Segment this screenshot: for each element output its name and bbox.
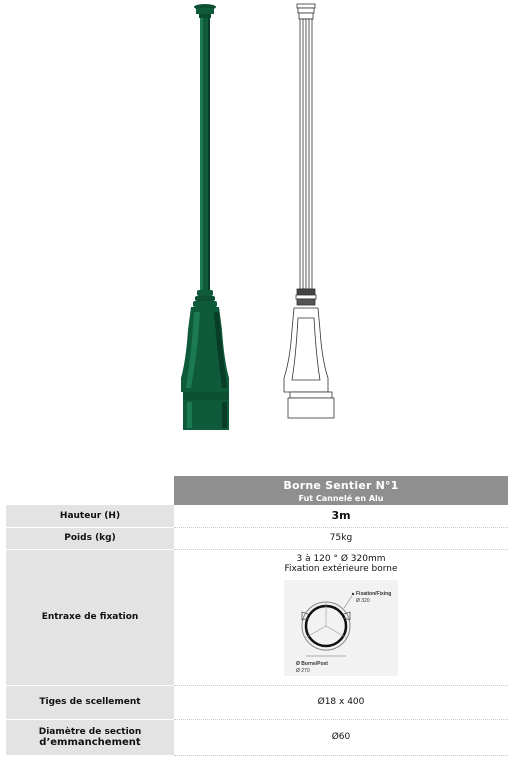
- row-label-line2: d’emmanchement: [39, 736, 141, 748]
- table-row: [6, 685, 508, 719]
- table-row: [6, 505, 508, 527]
- fixing-spec-line: 3 à 120 ° Ø 320mm: [296, 554, 386, 564]
- row-value-height: 3m: [174, 505, 508, 527]
- product-subtitle: Fut Cannelé en Alu: [298, 493, 384, 503]
- post-value: Ø 270: [296, 668, 310, 674]
- row-value-anchor-rods: Ø18 x 400: [174, 685, 508, 719]
- fixing-value: Ø 320: [356, 598, 370, 604]
- fixing-diagram-graphic: [284, 580, 398, 676]
- green-bollard-image: [181, 4, 229, 430]
- row-label-fixing: Entraxe de fixation: [6, 549, 174, 685]
- specification-table: [6, 476, 508, 756]
- product-title: Borne Sentier N°1: [283, 478, 399, 492]
- row-label-line1: Diamètre de section: [38, 726, 142, 737]
- row-label-height: Hauteur (H): [6, 505, 174, 527]
- fixing-type-line: Fixation extérieure borne: [284, 564, 398, 574]
- row-value-section-diameter: Ø60: [174, 719, 508, 755]
- fixing-diagram: [284, 580, 398, 676]
- table-header-row: [6, 476, 508, 505]
- row-value-fixing: [174, 549, 508, 685]
- row-label-section-diameter: [6, 719, 174, 755]
- row-label-anchor-rods: Tiges de scellement: [6, 685, 174, 719]
- post-label: Ø Borne/Post: [296, 661, 328, 667]
- table-row: [6, 719, 508, 755]
- row-value-weight: 75kg: [174, 527, 508, 549]
- row-label-weight: Poids (kg): [6, 527, 174, 549]
- fixing-label: Fixation/Fixing: [356, 591, 392, 597]
- table-header: [174, 476, 508, 505]
- table-row: [6, 527, 508, 549]
- table-row: [6, 549, 508, 685]
- bollard-line-drawing: [284, 4, 334, 418]
